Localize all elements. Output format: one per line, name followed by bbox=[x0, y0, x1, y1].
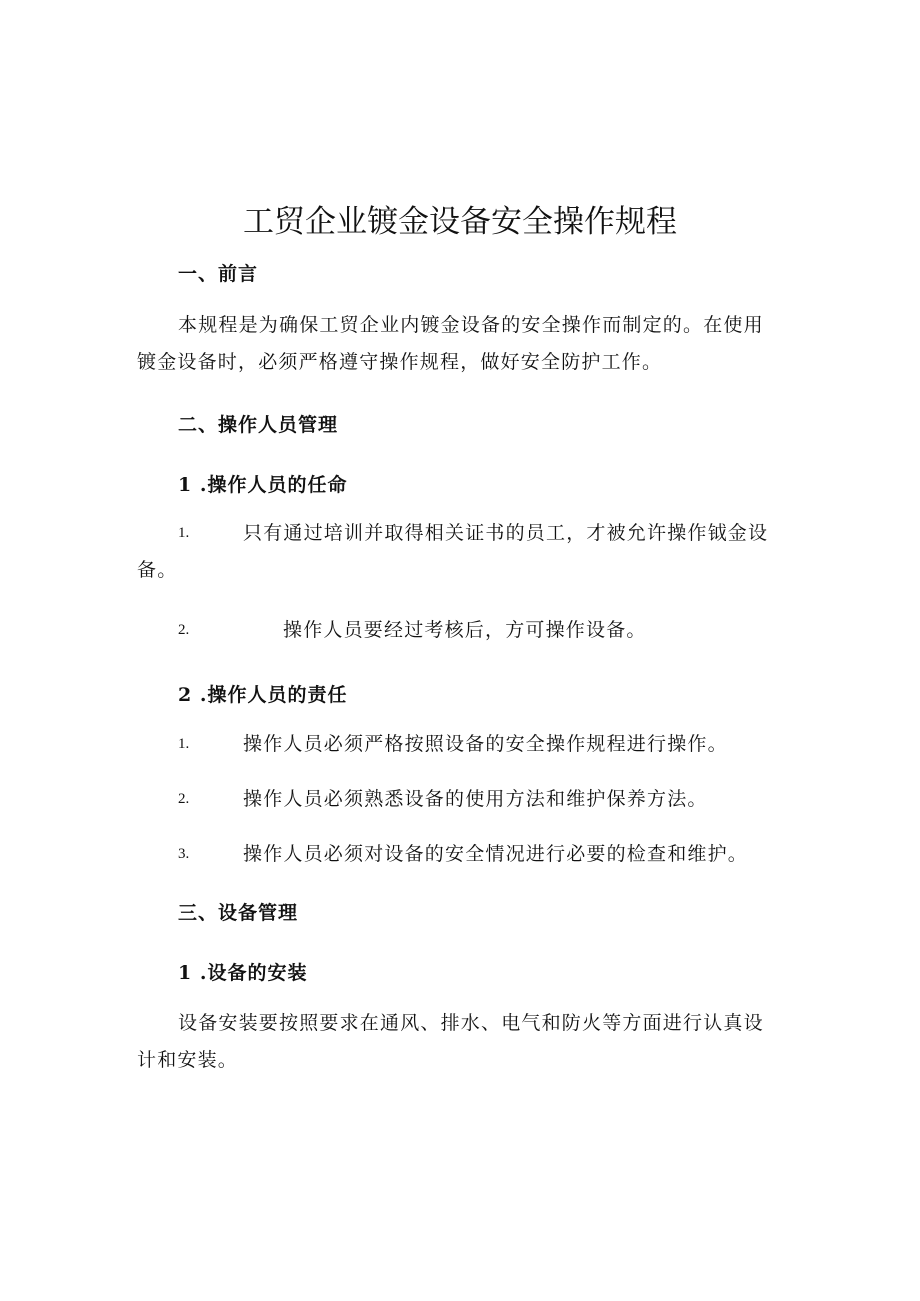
list-item bbox=[137, 612, 777, 649]
preface-paragraph: 本规程是为确保工贸企业内镀金设备的安全操作而制定的。在使用镀金设备时，必须严格遵守操作规程，做好安全防护工作。 bbox=[137, 314, 764, 373]
list-item bbox=[137, 836, 777, 873]
list-item-text: 操作人员要经过考核后，方可操作设备。 bbox=[283, 619, 647, 641]
section-heading-equipment: 三、设备管理 bbox=[178, 902, 299, 924]
list-item-number: 2. bbox=[178, 791, 190, 807]
list-item-number: 2. bbox=[178, 622, 190, 638]
list-item-text: 操作人员必须熟悉设备的使用方法和维护保养方法。 bbox=[243, 788, 708, 810]
list-item-text: 操作人员必须严格按照设备的安全操作规程进行操作。 bbox=[243, 733, 728, 755]
subsection-heading-appointment: 1 .操作人员的任命 bbox=[178, 474, 348, 496]
list-item bbox=[137, 781, 777, 818]
list-item-number: 1. bbox=[178, 736, 190, 752]
list-item bbox=[137, 726, 777, 763]
subsection-heading-installation: 1 .设备的安装 bbox=[178, 962, 308, 984]
list-item-text: 操作人员必须对设备的安全情况进行必要的检查和维护。 bbox=[243, 843, 749, 865]
list-item-number: 1. bbox=[178, 525, 190, 541]
section-heading-preface: 一、前言 bbox=[178, 263, 259, 285]
list-item bbox=[137, 515, 777, 589]
list-item-number: 3. bbox=[178, 846, 190, 862]
section-heading-personnel: 二、操作人员管理 bbox=[178, 414, 339, 436]
list-item-text: 只有通过培训并取得相关证书的员工，才被允许操作钺金设备。 bbox=[137, 522, 769, 581]
document-title: 工贸企业镀金设备安全操作规程 bbox=[243, 204, 677, 240]
subsection-heading-responsibility: 2 .操作人员的责任 bbox=[178, 684, 348, 706]
installation-paragraph: 设备安装要按照要求在通风、排水、电气和防火等方面进行认真设计和安装。 bbox=[137, 1012, 764, 1071]
